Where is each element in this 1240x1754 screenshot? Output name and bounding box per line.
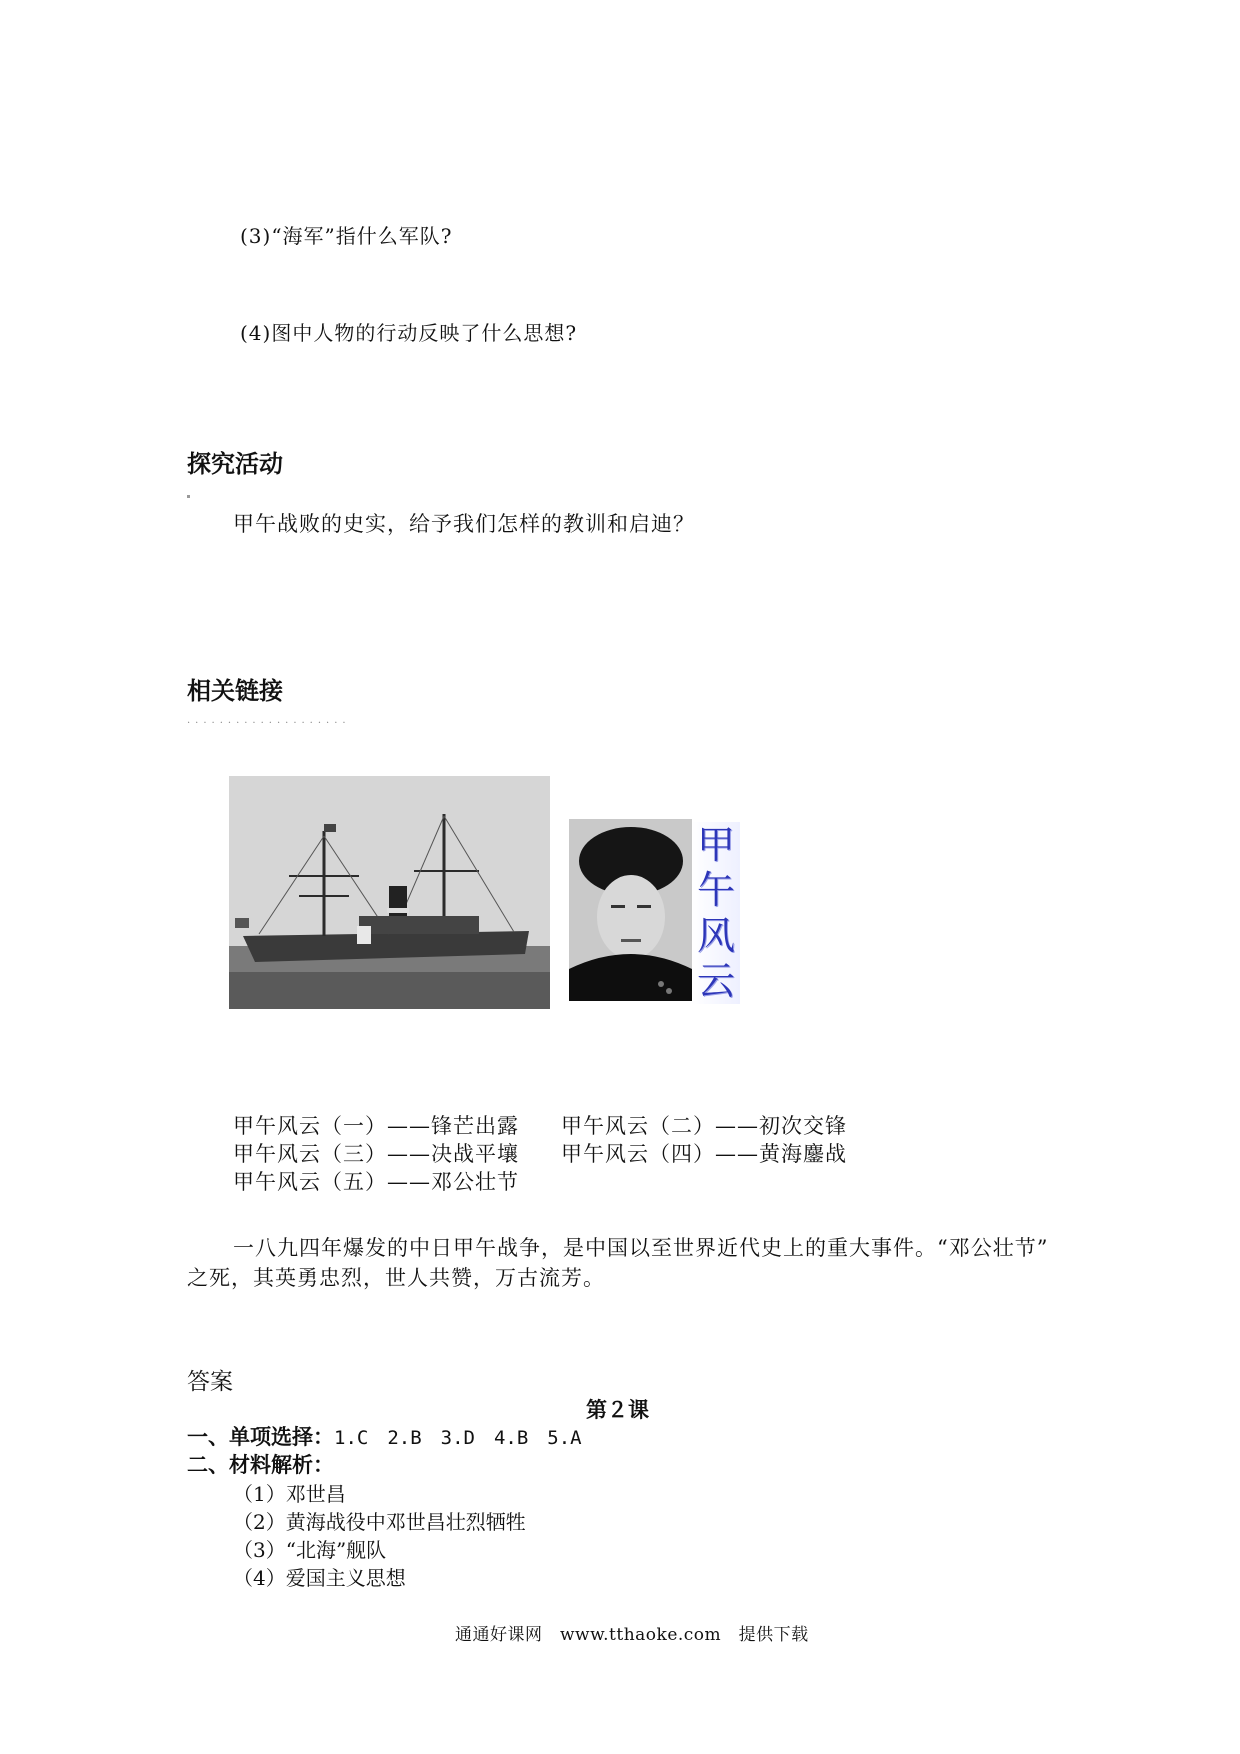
link-3[interactable]: 甲午风云（三）——决战平壤 <box>233 1142 519 1166</box>
paragraph-line-2: 之死，其英勇忠烈，世人共赞，万古流芳。 <box>187 1266 605 1290</box>
link-1[interactable]: 甲午风云（一）——锋芒出露 <box>233 1114 519 1138</box>
link-2[interactable]: 甲午风云（二）——初次交锋 <box>561 1114 847 1138</box>
warship-illustration <box>229 776 550 1009</box>
warship-photo <box>229 776 550 1009</box>
portrait-photo <box>569 819 692 1001</box>
banner-char: 云 <box>696 959 735 1004</box>
inquiry-text: 甲午战败的史实，给予我们怎样的教训和启迪？ <box>233 512 695 536</box>
section-2-label: 二、材料解析： <box>187 1452 334 1477</box>
section-1-label: 一、单项选择： <box>187 1424 334 1449</box>
answer-item: （2）黄海战役中邓世昌壮烈牺牲 <box>233 1510 526 1534</box>
dotted-rule: .................... <box>187 715 351 726</box>
question-4: (4)图中人物的行动反映了什么思想? <box>240 321 578 345</box>
answer-item: （3）“北海”舰队 <box>233 1538 387 1562</box>
banner-char: 风 <box>696 913 735 958</box>
jiawu-fengyun-banner <box>692 822 740 1004</box>
footer-text: 通通好课网 www.tthaoke.com 提供下载 <box>455 1625 809 1645</box>
answer-item: （4）爱国主义思想 <box>233 1566 406 1590</box>
link-5[interactable]: 甲午风云（五）——邓公壮节 <box>233 1170 519 1194</box>
answers-label: 答案 <box>187 1369 233 1395</box>
inquiry-heading: 探究活动 <box>187 450 283 478</box>
question-3: (3)“海军”指什么军队? <box>240 224 453 248</box>
answers-section-1 <box>187 1421 582 1451</box>
banner-char: 午 <box>696 868 735 913</box>
link-4[interactable]: 甲午风云（四）——黄海鏖战 <box>561 1142 847 1166</box>
section-1-values: 1.C 2.B 3.D 4.B 5.A <box>334 1427 582 1449</box>
paragraph-line-1: 一八九四年爆发的中日甲午战争，是中国以至世界近代史上的重大事件。“邓公壮节” <box>233 1236 1049 1260</box>
related-heading: 相关链接 <box>187 677 283 705</box>
answer-item: （1）邓世昌 <box>233 1482 346 1506</box>
portrait-illustration <box>569 819 692 1001</box>
heading-mark <box>187 495 190 498</box>
lesson-title: 第２课 <box>586 1397 649 1422</box>
banner-char: 甲 <box>696 822 735 867</box>
